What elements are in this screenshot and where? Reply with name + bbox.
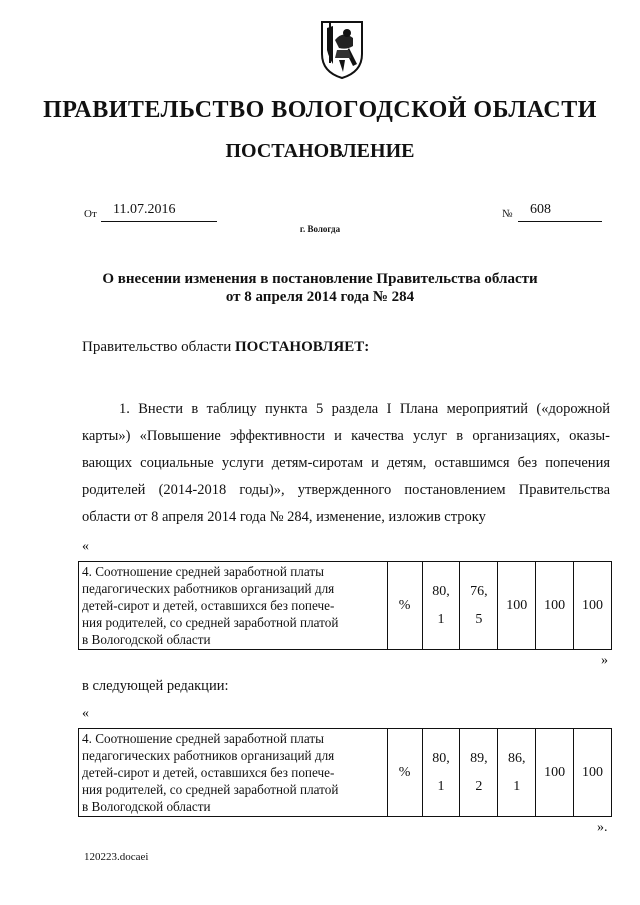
new-row-table bbox=[78, 728, 612, 817]
unit-cell: % bbox=[387, 729, 422, 817]
value-part: 1 bbox=[513, 778, 521, 794]
value-2016: 100 bbox=[498, 562, 536, 650]
value-2018: 100 bbox=[574, 729, 612, 817]
city-label: г. Вологда bbox=[299, 224, 341, 234]
close-quote-2: ». bbox=[597, 820, 608, 835]
value-part: 1 bbox=[437, 611, 445, 627]
value-part: 89, bbox=[470, 750, 488, 766]
new-version-label: в следующей редакции: bbox=[82, 678, 229, 694]
value-part: 1 bbox=[437, 778, 445, 794]
file-code: 120223.docaei bbox=[84, 851, 149, 863]
desc-line: 4. Соотношение средней заработной платы bbox=[82, 731, 324, 746]
intro-emphasis: ПОСТАНОВЛЯЕТ: bbox=[234, 339, 370, 355]
intro-prefix: Правительство области bbox=[82, 339, 235, 355]
paragraph-line-2: карты») «Повышение эффективности и качества услуг в организациях, оказы- bbox=[82, 428, 610, 444]
desc-line: детей-сирот и детей, оставшихся без попече- bbox=[82, 598, 335, 613]
table-row bbox=[79, 729, 612, 817]
value-part: 5 bbox=[475, 611, 483, 627]
date-label: От bbox=[84, 208, 97, 220]
value-2017: 100 bbox=[536, 729, 574, 817]
paragraph-line-1: 1. Внести в таблицу пункта 5 раздела I Плана мероприятий («дорожной bbox=[119, 401, 610, 417]
table-row bbox=[79, 562, 612, 650]
value-2018: 100 bbox=[574, 562, 612, 650]
value-2015 bbox=[460, 562, 498, 650]
old-row-table bbox=[78, 561, 612, 650]
desc-line: 4. Соотношение средней заработной платы bbox=[82, 564, 324, 579]
close-quote-1: » bbox=[601, 653, 608, 668]
unit-cell: % bbox=[387, 562, 422, 650]
desc-line: ния родителей, со средней заработной платой bbox=[82, 782, 339, 797]
value-2014 bbox=[422, 562, 460, 650]
value-part: 76, bbox=[470, 583, 488, 599]
value-2015 bbox=[460, 729, 498, 817]
number-label: № bbox=[502, 208, 513, 220]
value-part: 80, bbox=[432, 583, 450, 599]
value-2014 bbox=[422, 729, 460, 817]
value-part: 2 bbox=[475, 778, 483, 794]
desc-line: ния родителей, со средней заработной платой bbox=[82, 615, 339, 630]
desc-line: детей-сирот и детей, оставшихся без попече- bbox=[82, 765, 335, 780]
open-quote-2: « bbox=[82, 706, 89, 721]
value-2017: 100 bbox=[536, 562, 574, 650]
subject-line-2: от 8 апреля 2014 года № 284 bbox=[225, 289, 415, 305]
intro-statement bbox=[82, 339, 369, 356]
value-part: 86, bbox=[507, 750, 526, 766]
paragraph-line-5: области от 8 апреля 2014 года № 284, изменение, изложив строку bbox=[82, 509, 486, 525]
paragraph-line-3: вающих социальные услуги детям-сиротам и детям, оставшимся без попечения bbox=[82, 455, 610, 471]
main-paragraph bbox=[82, 396, 610, 531]
value-2016 bbox=[498, 729, 536, 817]
document-type: ПОСТАНОВЛЕНИЕ bbox=[225, 140, 415, 162]
desc-line: педагогических работников организаций для bbox=[82, 748, 335, 763]
subject-line-1: О внесении изменения в постановление Правительства области bbox=[102, 271, 538, 287]
desc-line: педагогических работников организаций для bbox=[82, 581, 335, 596]
desc-line: в Вологодской области bbox=[82, 632, 211, 647]
vologda-coat-of-arms-icon bbox=[319, 20, 365, 80]
row-description bbox=[79, 562, 388, 650]
document-subject bbox=[0, 270, 640, 306]
government-title: ПРАВИТЕЛЬСТВО ВОЛОГОДСКОЙ ОБЛАСТИ bbox=[43, 97, 597, 123]
paragraph-line-4: родителей (2014-2018 годы)», утвержденного постановлением Правительства bbox=[82, 482, 610, 498]
desc-line: в Вологодской области bbox=[82, 799, 211, 814]
value-part: 80, bbox=[432, 750, 450, 766]
number-value: 608 bbox=[518, 202, 602, 222]
open-quote-1: « bbox=[82, 539, 89, 554]
row-description bbox=[79, 729, 388, 817]
date-value: 11.07.2016 bbox=[101, 202, 217, 222]
